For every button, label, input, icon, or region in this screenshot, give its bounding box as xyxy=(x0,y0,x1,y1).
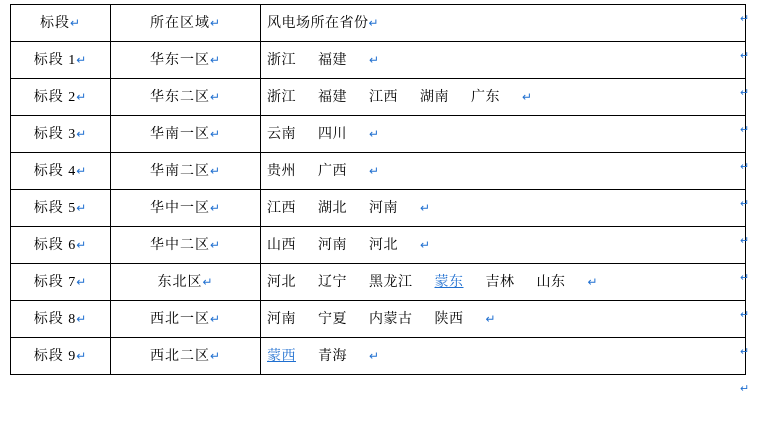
section-label: 标段 7 xyxy=(33,274,77,290)
table-header-cell xyxy=(11,5,111,42)
bid-section-table xyxy=(10,4,746,375)
document-page xyxy=(0,4,762,426)
paragraph-mark-icon: ↵ xyxy=(209,237,222,252)
province-label: 内蒙古 xyxy=(369,311,413,327)
section-cell xyxy=(11,190,111,227)
paragraph-mark-icon: ↵ xyxy=(209,311,222,326)
table-row xyxy=(11,264,746,301)
table-row xyxy=(11,79,746,116)
margin-paragraph-mark-icon: ↵ xyxy=(740,198,750,210)
region-cell xyxy=(111,227,261,264)
margin-paragraph-mark-icon: ↵ xyxy=(740,383,750,395)
province-label: 山东 xyxy=(536,274,566,290)
province-label: 福建 xyxy=(318,89,347,105)
paragraph-mark-icon: ↵ xyxy=(76,311,88,326)
table-row xyxy=(11,153,746,190)
region-label: 华东一区 xyxy=(149,52,210,68)
province-label: 浙江 xyxy=(267,52,296,68)
province-label: 河南 xyxy=(267,311,296,327)
margin-paragraph-mark-icon: ↵ xyxy=(740,272,750,284)
margin-paragraph-mark-icon: ↵ xyxy=(740,124,750,136)
paragraph-mark-icon: ↵ xyxy=(209,15,222,30)
section-label: 标段 6 xyxy=(33,237,77,253)
paragraph-mark-icon: ↵ xyxy=(76,237,88,252)
province-label: 河南 xyxy=(318,237,347,253)
paragraph-mark-icon: ↵ xyxy=(209,52,222,67)
paragraph-mark-icon: ↵ xyxy=(522,89,533,104)
section-cell xyxy=(11,301,111,338)
province-label: 蒙西 xyxy=(267,348,296,364)
table-row xyxy=(11,42,746,79)
section-cell xyxy=(11,79,111,116)
province-label: 广东 xyxy=(471,89,500,105)
province-label: 蒙东 xyxy=(434,274,464,290)
province-label: 江西 xyxy=(369,89,398,105)
margin-paragraph-mark-icon: ↵ xyxy=(740,235,750,247)
paragraph-mark-icon: ↵ xyxy=(420,200,431,215)
provinces-cell xyxy=(261,42,746,79)
paragraph-mark-icon: ↵ xyxy=(420,237,431,252)
paragraph-mark-icon: ↵ xyxy=(76,89,88,104)
paragraph-mark-icon: ↵ xyxy=(485,311,497,326)
region-label: 华东二区 xyxy=(149,89,210,105)
paragraph-mark-icon: ↵ xyxy=(369,126,380,141)
paragraph-mark-icon: ↵ xyxy=(587,274,599,289)
paragraph-mark-icon: ↵ xyxy=(369,52,380,67)
paragraph-mark-icon: ↵ xyxy=(76,52,88,67)
region-cell xyxy=(111,301,261,338)
region-label: 西北二区 xyxy=(149,348,210,364)
section-cell xyxy=(11,264,111,301)
margin-paragraph-mark-icon: ↵ xyxy=(740,87,750,99)
paragraph-mark-icon: ↵ xyxy=(76,348,88,363)
section-cell xyxy=(11,227,111,264)
section-label: 标段 4 xyxy=(33,163,77,179)
paragraph-mark-icon: ↵ xyxy=(368,15,380,30)
region-cell xyxy=(111,116,261,153)
province-label: 湖南 xyxy=(420,89,449,105)
table-row xyxy=(11,301,746,338)
province-label: 陕西 xyxy=(434,311,464,327)
section-cell xyxy=(11,116,111,153)
paragraph-mark-icon: ↵ xyxy=(76,126,88,141)
paragraph-mark-icon: ↵ xyxy=(209,163,222,178)
province-label: 河北 xyxy=(267,274,296,290)
table-row xyxy=(11,338,746,375)
table-header-row xyxy=(11,5,746,42)
region-cell xyxy=(111,338,261,375)
region-cell xyxy=(111,153,261,190)
header-label: 标段 xyxy=(39,15,70,31)
province-label: 广西 xyxy=(318,163,347,179)
region-cell xyxy=(111,79,261,116)
provinces-cell xyxy=(261,116,746,153)
region-label: 华南一区 xyxy=(149,126,210,142)
paragraph-mark-icon: ↵ xyxy=(69,15,82,30)
province-label: 河南 xyxy=(369,200,398,216)
margin-paragraph-mark-icon: ↵ xyxy=(740,161,750,173)
table-row xyxy=(11,227,746,264)
margin-paragraph-mark-icon: ↵ xyxy=(740,346,750,358)
table-header-cell xyxy=(261,5,746,42)
section-label: 标段 9 xyxy=(33,348,77,364)
province-label: 福建 xyxy=(318,52,347,68)
province-label: 河北 xyxy=(369,237,398,253)
section-label: 标段 5 xyxy=(33,200,77,216)
paragraph-marks-column xyxy=(740,4,758,426)
table-header-cell xyxy=(111,5,261,42)
table-row xyxy=(11,116,746,153)
province-label: 山西 xyxy=(267,237,296,253)
province-label: 湖北 xyxy=(318,200,347,216)
table-body xyxy=(11,5,746,375)
province-label: 江西 xyxy=(267,200,296,216)
provinces-cell xyxy=(261,227,746,264)
section-cell xyxy=(11,153,111,190)
provinces-cell xyxy=(261,301,746,338)
paragraph-mark-icon: ↵ xyxy=(369,348,380,363)
provinces-cell xyxy=(261,79,746,116)
province-label: 黑龙江 xyxy=(369,274,413,290)
region-cell xyxy=(111,190,261,227)
paragraph-mark-icon: ↵ xyxy=(209,200,222,215)
region-label: 华南二区 xyxy=(149,163,210,179)
provinces-cell xyxy=(261,264,746,301)
province-label: 四川 xyxy=(318,126,347,142)
table-row xyxy=(11,190,746,227)
paragraph-mark-icon: ↵ xyxy=(76,163,88,178)
region-label: 东北区 xyxy=(157,274,203,290)
section-cell xyxy=(11,338,111,375)
paragraph-mark-icon: ↵ xyxy=(202,274,214,289)
region-label: 华中一区 xyxy=(149,200,210,216)
province-label: 宁夏 xyxy=(318,311,347,327)
section-label: 标段 3 xyxy=(33,126,77,142)
province-label: 贵州 xyxy=(267,163,296,179)
province-label: 辽宁 xyxy=(318,274,347,290)
provinces-cell xyxy=(261,190,746,227)
province-label: 浙江 xyxy=(267,89,296,105)
paragraph-mark-icon: ↵ xyxy=(209,89,222,104)
paragraph-mark-icon: ↵ xyxy=(369,163,380,178)
region-label: 华中二区 xyxy=(149,237,210,253)
margin-paragraph-mark-icon: ↵ xyxy=(740,13,750,25)
province-label: 青海 xyxy=(318,348,347,364)
provinces-cell xyxy=(261,338,746,375)
provinces-cell xyxy=(261,153,746,190)
paragraph-mark-icon: ↵ xyxy=(76,200,88,215)
region-cell xyxy=(111,264,261,301)
margin-paragraph-mark-icon: ↵ xyxy=(740,309,750,321)
region-label: 西北一区 xyxy=(149,311,210,327)
header-label: 风电场所在省份 xyxy=(267,15,369,31)
section-cell xyxy=(11,42,111,79)
paragraph-mark-icon: ↵ xyxy=(209,126,222,141)
region-cell xyxy=(111,42,261,79)
section-label: 标段 8 xyxy=(33,311,77,327)
province-label: 吉林 xyxy=(485,274,515,290)
margin-paragraph-mark-icon: ↵ xyxy=(740,50,750,62)
section-label: 标段 2 xyxy=(33,89,77,105)
paragraph-mark-icon: ↵ xyxy=(76,274,88,289)
province-label: 云南 xyxy=(267,126,296,142)
section-label: 标段 1 xyxy=(33,52,77,68)
paragraph-mark-icon: ↵ xyxy=(209,348,222,363)
header-label: 所在区域 xyxy=(149,15,210,31)
